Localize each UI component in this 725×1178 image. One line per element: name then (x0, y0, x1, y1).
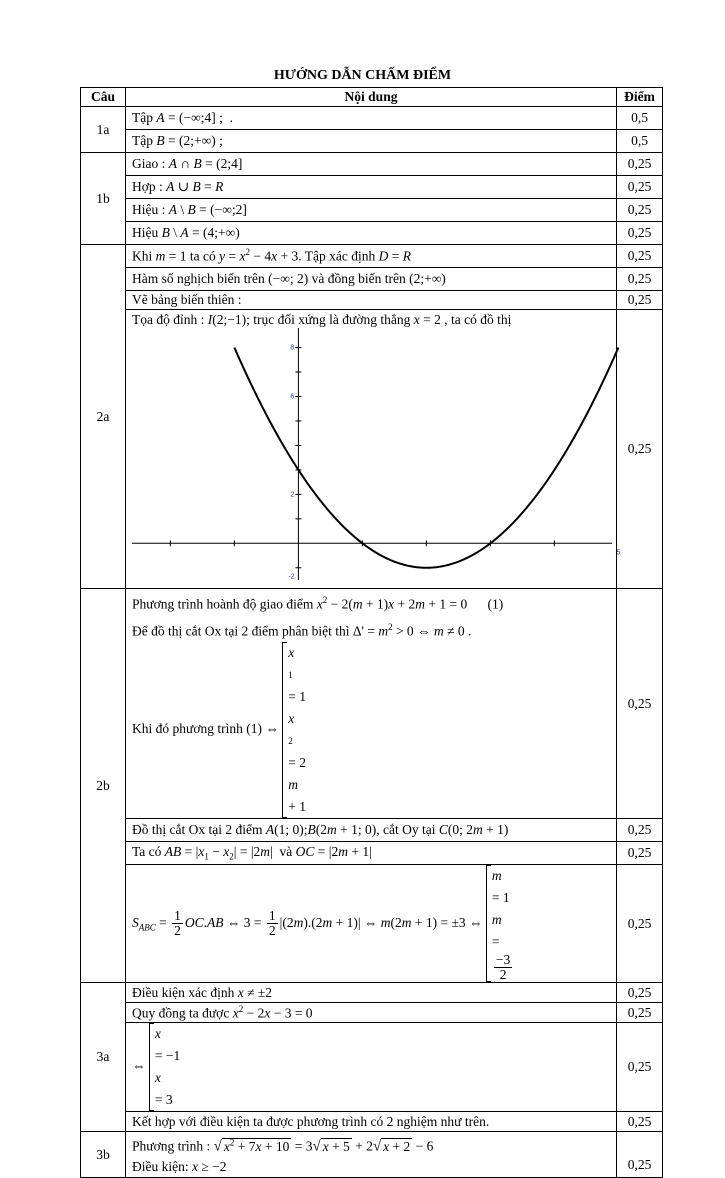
table-row (81, 842, 663, 865)
grading-table (80, 87, 663, 1178)
row-text: Phương trình : (132, 1138, 211, 1154)
table-row (81, 130, 663, 153)
question-label-1a: 1a (81, 107, 126, 153)
score: 0,25 (617, 153, 663, 176)
content-3a-1: Điều kiện xác định x ≠ ±2 (126, 983, 617, 1003)
row-text: Điều kiện: (132, 1158, 189, 1174)
table-row (81, 222, 663, 245)
content-3a-4: Kết hợp với điều kiện ta được phương trình có 2 nghiệm như trên. (126, 1112, 617, 1132)
row-text: và (279, 844, 293, 860)
content-2b-4: $S_{ABC}$ = $\frac{1}{2}$ OC.AB ⇔ 3 = $\frac{1}{2}$ |(2m).(2m + 1)| ⇔ m(2m + 1) = ±3 ⇔ m = 1 m = −3 2 (126, 865, 617, 983)
table-row (81, 1003, 663, 1023)
row-text: ta có (189, 248, 216, 264)
row-text: Tập (132, 133, 153, 148)
content-2b-1: Phương trình hoành độ giao điểm $x^2 - 2(m + 1)x + 2m + 1 = 0$ (1) Để đồ thị cắt Ox tại 2 điểm phân biệt thì $\Delta' = m^2 > 0$ ⇔ m ≠ 0 . Khi đó phương trình (1) ⇔ x 1 = 1 x 2 = 2 m + 1 (126, 589, 617, 819)
score: 0,25 (617, 176, 663, 199)
row-text: Điều kiện xác định (132, 984, 235, 1000)
content-1b-4: Hiệu B \ A = (4;+∞) (126, 222, 617, 245)
row-text: Đồ thị cắt Ox tại 2 điểm (132, 822, 263, 837)
content-2a-3: Vẽ bảng biến thiên : (126, 291, 617, 310)
score: 0,25 (617, 819, 663, 842)
page-title: HƯỚNG DẪN CHẤM ĐIỂM (273, 68, 452, 83)
table-row (81, 107, 663, 130)
score: 0,25 (617, 199, 663, 222)
score: 0,5 (617, 107, 663, 130)
solution-system: x 1 = 1 x 2 = 2 m + 1 (282, 642, 306, 818)
score: 0,25 (617, 1112, 663, 1132)
row-text: . Tập xác định (298, 248, 376, 264)
y-tick-label-neg2: -2 (288, 573, 295, 581)
header-diem: Điểm (617, 88, 663, 107)
table-row (81, 268, 663, 291)
row-text: Phương trình hoành độ giao điểm (132, 596, 314, 612)
y-tick-label-6: 6 (290, 393, 295, 401)
table-row (81, 819, 663, 842)
content-1b-1: Giao : A ∩ B = (2;4] (126, 153, 617, 176)
x-solution-system: x = −1 x = 3 (149, 1023, 180, 1111)
content-1a-2: Tập B = (2;+∞) ; (126, 130, 617, 153)
content-2b-3: Ta có AB = $|x_1 - x_2| = |2m|$ và OC = |2m + 1| (126, 842, 617, 865)
y-tick-label-2: 2 (290, 491, 295, 499)
row-text: Tọa độ đỉnh : (132, 312, 205, 327)
header-cau: Câu (81, 88, 126, 107)
question-label-3b: 3b (81, 1132, 126, 1178)
row-text: Khi (132, 248, 153, 264)
row-text: Khi đó phương trình (1) (132, 721, 262, 737)
header-noi-dung: Nội dung (126, 88, 617, 107)
table-row (81, 291, 663, 310)
content-3a-3: ⇔ x = −1 x = 3 (126, 1023, 617, 1112)
row-text: Tập (132, 110, 153, 125)
table-row (81, 865, 663, 983)
score: 0,25 (617, 983, 663, 1003)
score: 0,25 (617, 1003, 663, 1023)
table-row (81, 1132, 663, 1178)
row-text: , cắt Oy tại (376, 822, 436, 837)
score: 0,25 (617, 865, 663, 983)
table-row (81, 199, 663, 222)
content-2a-1: Khi m = 1 ta có $y = x^2 - 4x + 3$. Tập xác định D = R (126, 245, 617, 268)
row-text: Để đồ thị cắt Ox tại 2 điểm phân biệt thì (132, 623, 350, 638)
row-text: Hiệu : (132, 202, 166, 217)
table-row (81, 176, 663, 199)
content-2a-4: Tọa độ đỉnh : I(2;−1); trục đối xứng là đường thẳng x = 2 , ta có đồ thị 5 8 6 2 -2 (126, 310, 617, 589)
row-text: Quy đồng ta được (132, 1005, 230, 1021)
content-1b-2: Hợp : A ∪ B = R (126, 176, 617, 199)
parabola-graph (132, 328, 621, 581)
row-text: Hợp : (132, 179, 163, 194)
row-text: Hàm số nghịch biến trên (132, 271, 265, 286)
score: 0,25 (617, 291, 663, 310)
score: 0,25 (617, 1023, 663, 1112)
table-row (81, 245, 663, 268)
score: 0,25 (617, 268, 663, 291)
content-3b-1: Phương trình : √ $x^2 + 7x + 10 = 3√$ x + 5 + 2√ x + 2 − 6 Điều kiện: x ≥ −2 (126, 1132, 617, 1178)
score: 0,25 (617, 589, 663, 819)
question-label-3a: 3a (81, 983, 126, 1132)
m-solution-system: m = 1 m = −3 2 (486, 865, 514, 982)
question-label-2a: 2a (81, 245, 126, 589)
y-tick-label-8: 8 (290, 344, 295, 352)
question-label-2b: 2b (81, 589, 126, 983)
question-label-1b: 1b (81, 153, 126, 245)
content-2a-2: Hàm số nghịch biến trên (−∞; 2) và đồng biến trên (2;+∞) (126, 268, 617, 291)
row-text: và đồng biến trên (311, 271, 406, 286)
score: 0,25 (617, 222, 663, 245)
score: 0,25 (617, 310, 663, 589)
score: 0,5 (617, 130, 663, 153)
row-text: Ta có (132, 844, 162, 860)
table-header-row (81, 88, 663, 107)
row-text: Giao : (132, 156, 166, 171)
content-1b-3: Hiệu : A \ B = (−∞;2] (126, 199, 617, 222)
content-2b-2: Đồ thị cắt Ox tại 2 điểm A(1; 0);B(2m + 1; 0), cắt Oy tại C(0; 2m + 1) (126, 819, 617, 842)
x-tick-label-5: 5 (616, 549, 621, 557)
content-3a-2: Quy đồng ta được $x^2 - 2x - 3 = 0$ (126, 1003, 617, 1023)
parabola-curve (234, 348, 621, 568)
content-1a-1: Tập A = (−∞;4] ; . (126, 107, 617, 130)
score: 0,25 (617, 1132, 663, 1178)
row-text: , ta có đồ thị (444, 312, 512, 327)
table-row (81, 983, 663, 1003)
table-row (81, 153, 663, 176)
table-row (81, 1112, 663, 1132)
row-text: Hiệu (132, 225, 159, 240)
score: 0,25 (617, 842, 663, 865)
score: 0,25 (617, 245, 663, 268)
row-text: ; trục đối xứng là đường thẳng (246, 312, 411, 327)
table-row (81, 1023, 663, 1112)
table-row (81, 589, 663, 819)
table-row (81, 310, 663, 589)
